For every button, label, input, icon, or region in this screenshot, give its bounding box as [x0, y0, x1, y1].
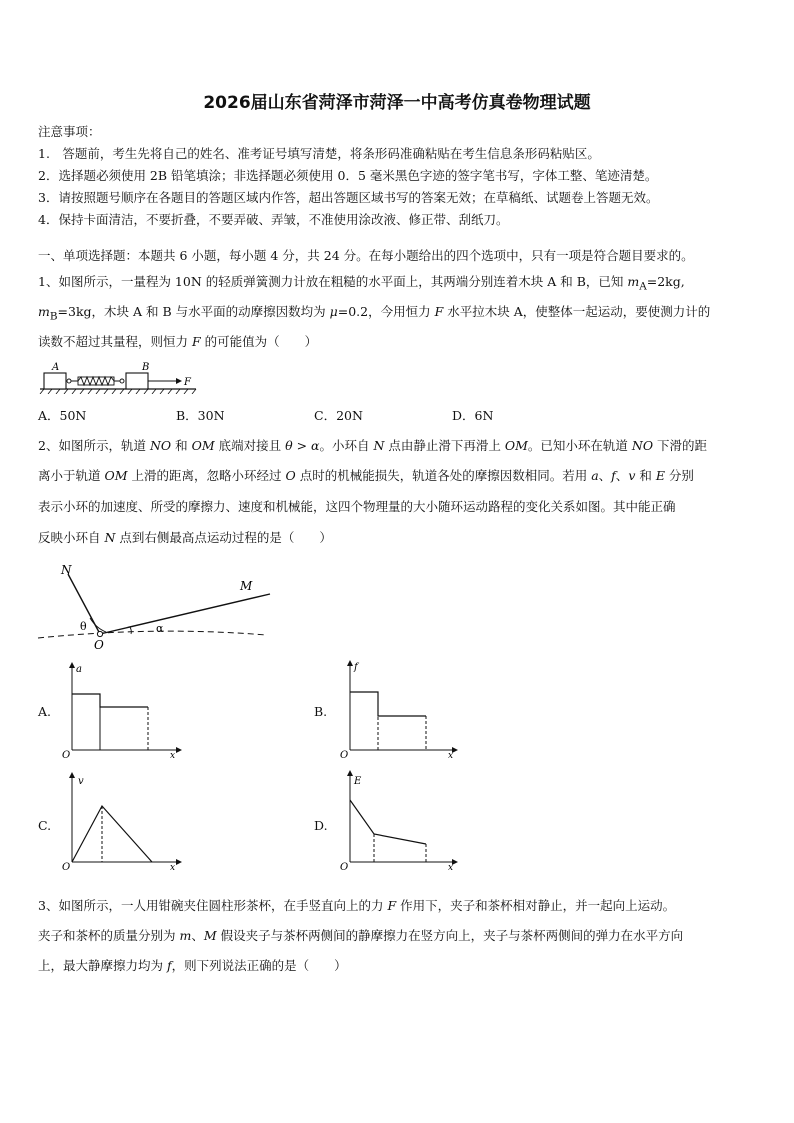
graph-c-ylabel: v: [78, 776, 84, 787]
label-alpha: α: [156, 622, 164, 635]
block-b-label: B: [142, 362, 150, 373]
q2-option-d[interactable]: D.: [314, 818, 328, 833]
block-b: [126, 373, 148, 389]
label-o: O: [94, 638, 104, 650]
q1-line-3: 读数不超过其量程，则恒力 F 的可能值为（ ）: [38, 334, 318, 349]
label-theta: θ: [80, 620, 87, 633]
q3-line-2: 夹子和茶杯的质量分别为 m、M 假设夹子与茶杯两侧间的静摩擦力在竖方向上，夹子与茶杯两侧间的弹力在水平方向: [38, 928, 684, 943]
notice-item: 1. 答题前，考生先将自己的姓名、准考证号填写清楚，将条形码准确粘贴在考生信息条形码粘贴区。: [38, 146, 600, 161]
graph-a-origin: O: [62, 750, 71, 758]
section-heading: 一、单项选择题：本题共 6 小题，每小题 4 分，共 24 分。在每小题给出的四个选项中，只有一项是符合题目要求的。: [38, 248, 694, 263]
notice-item: 2．选择题必须使用 2B 铅笔填涂；非选择题必须使用 0．5 毫米黑色字迹的签字笔书写，字体工整、笔迹清楚。: [38, 168, 658, 183]
graph-b-origin: O: [340, 750, 349, 758]
q2-line-4: 反映小环自 N 点到右侧最高点运动过程的是（ ）: [38, 530, 332, 545]
graph-c: [60, 772, 184, 870]
notice-item: 3．请按照题号顺序在各题目的答题区域内作答，超出答题区域书写的答案无效；在草稿纸、试题卷上答题无效。: [38, 190, 659, 205]
block-a: [44, 373, 66, 389]
q2-option-b[interactable]: B.: [314, 704, 328, 719]
graph-b: [336, 660, 460, 758]
graph-d-xlabel: x: [448, 863, 454, 870]
graph-a-xlabel: x: [170, 751, 176, 758]
label-n: N: [61, 563, 72, 577]
q2-line-1: 2、如图所示，轨道 NO 和 OM 底端对接且 θ > α。小环自 N 点由静止滑下再滑上 OM。已知小环在轨道 NO 下滑的距: [38, 438, 708, 453]
graph-b-xlabel: x: [448, 751, 454, 758]
graph-d-origin: O: [340, 862, 349, 870]
track-om: [100, 594, 270, 634]
graph-d: [336, 770, 460, 870]
notice-heading: 注意事项：: [38, 124, 101, 139]
graph-d-ylabel: E: [354, 776, 362, 787]
graph-a-ylabel: a: [76, 664, 82, 675]
q3-line-1: 3、如图所示，一人用钳碗夹住圆柱形茶杯，在手竖直向上的力 F 作用下，夹子和茶杯相对静止，并一起向上运动。: [38, 898, 676, 913]
q1-spring-figure: [38, 358, 198, 394]
force-label: F: [184, 377, 191, 388]
q1-option-b[interactable]: B．30N: [176, 408, 225, 423]
q1-line-2: $m_B=3kg$，木块 A 和 B 与水平面的动摩擦因数均为 μ=0.2，今用恒力 F 水平拉木块 A，使整体一起运动，要使测力计的: [38, 304, 711, 323]
page-title: 2026届山东省菏泽市菏泽一中高考仿真卷物理试题: [203, 93, 591, 113]
q1-option-c[interactable]: C．20N: [314, 408, 363, 423]
notice-item: 4．保持卡面清洁，不要折叠，不要弄破、弄皱，不准使用涂改液、修正带、刮纸刀。: [38, 212, 509, 227]
q2-track-figure: [36, 560, 276, 650]
q1-option-a[interactable]: A．50N: [38, 408, 87, 423]
graph-c-xlabel: x: [170, 863, 176, 870]
q2-line-2: 离小于轨道 OM 上滑的距离，忽略小环经过 O 点时的机械能损失，轨道各处的摩擦因数相同。若用 a、f、v 和 E 分别: [38, 468, 694, 483]
q3-line-3: 上，最大静摩擦力均为 f，则下列说法正确的是（ ）: [38, 958, 347, 973]
q2-option-a[interactable]: A.: [38, 704, 52, 719]
graph-b-ylabel: f: [354, 662, 358, 673]
q2-option-c[interactable]: C.: [38, 818, 52, 833]
graph-c-origin: O: [62, 862, 71, 870]
q1-line-1: 1、如图所示，一量程为 10N 的轻质弹簧测力计放在粗糙的水平面上，其两端分别连着木块 A 和 B，已知 $m_A=2kg$,: [38, 274, 685, 293]
label-m: M: [240, 579, 253, 593]
block-a-label: A: [52, 362, 60, 373]
graph-a: [60, 662, 184, 758]
q2-line-3: 表示小环的加速度、所受的摩擦力、速度和机械能，这四个物理量的大小随环运动路程的变化关系如图。其中能正确: [38, 499, 676, 514]
q1-option-d[interactable]: D．6N: [452, 408, 494, 423]
